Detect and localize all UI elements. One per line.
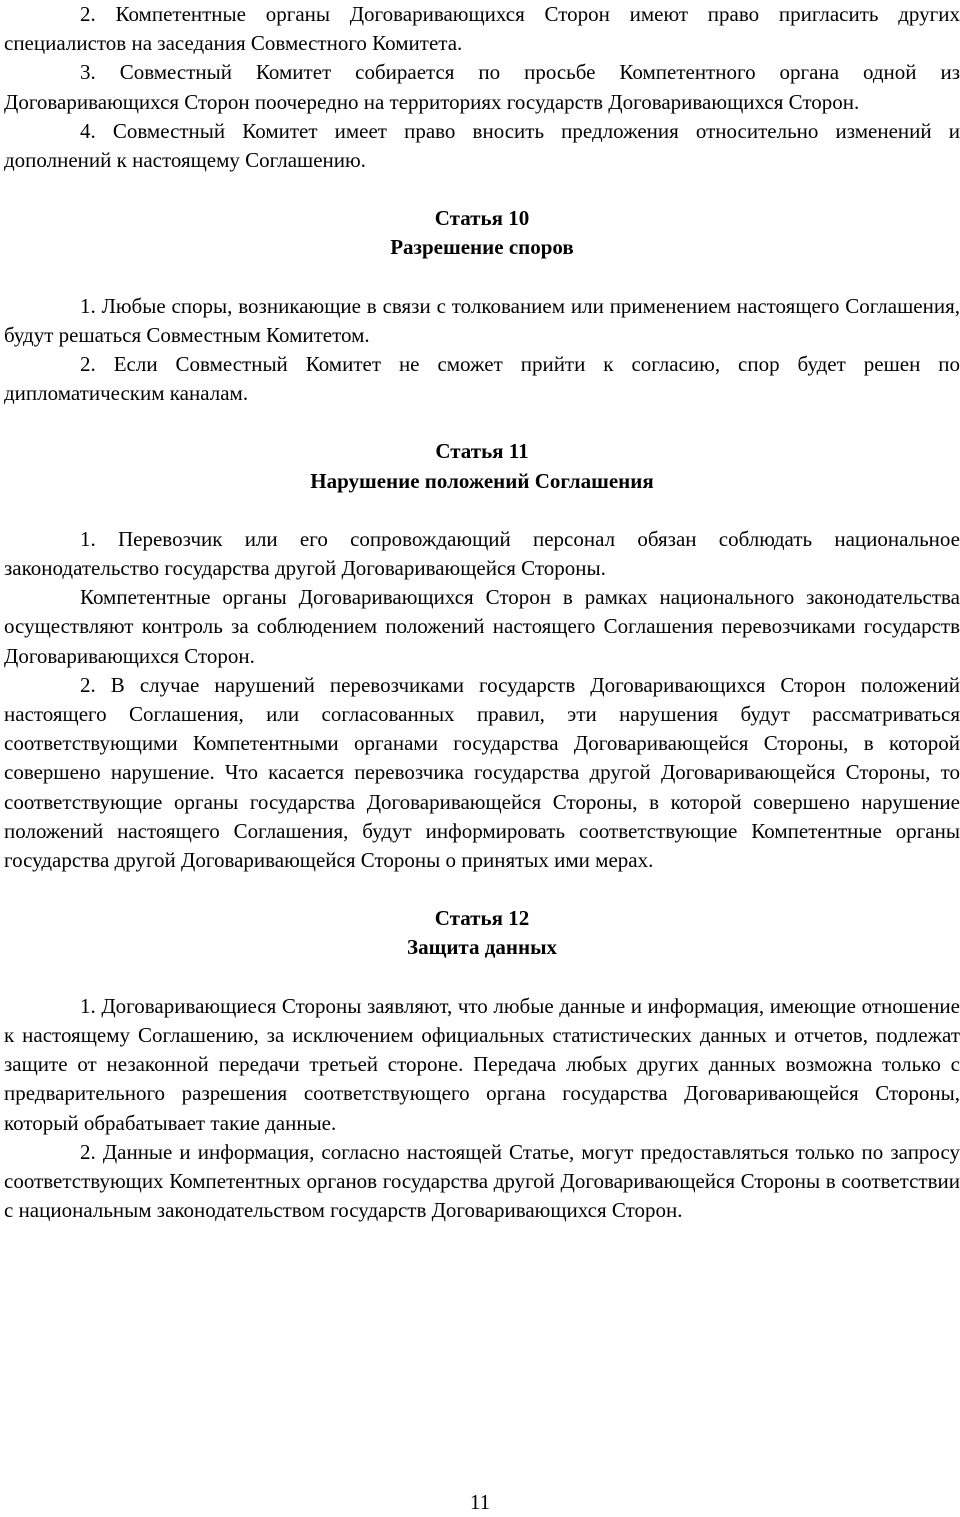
paragraph-art10-2: 2. Если Совместный Комитет не сможет прийти к согласию, спор будет решен по дипломатическим каналам. <box>4 352 960 406</box>
article-11-heading <box>4 437 960 495</box>
article-12-title: Защита данных <box>407 935 557 960</box>
document-page <box>4 0 960 1225</box>
article-11-number: Статья 11 <box>435 439 529 464</box>
paragraph-art10-1: 1. Любые споры, возникающие в связи с толкованием или применением настоящего Соглашения, будут решаться Совместным Комитетом. <box>4 293 960 347</box>
article-12-heading <box>4 904 960 962</box>
paragraph-art12-1: 1. Договаривающиеся Стороны заявляют, что любые данные и информация, имеющие отношение к настоящему Соглашению, за исключением официальных статистических данных и отчетов, подлежат защите от незаконной передачи третьей стороне. Передача любых других данных возможна только с предварительного разрешения соответствующего органа государства Договаривающейся Стороны, который обрабатывает такие данные. <box>4 993 960 1135</box>
paragraph-art11-2: 2. В случае нарушений перевозчиками государств Договаривающихся Сторон положений настоящего Соглашения, или согласованных правил, эти нарушения будут рассматриваться соответствующими Компетентными органами государства Договаривающейся Стороны, в которой совершено нарушение. Что касается перевозчика государства другой Договаривающейся Стороны, то соответствующие органы государства Договаривающейся Стороны, в которой совершено нарушение положений настоящего Соглашения, будут информировать соответствующие Компетентные органы государства другой Договаривающейся Стороны о принятых ими мерах. <box>4 672 960 873</box>
article-10-title: Разрешение споров <box>390 235 574 260</box>
paragraph-art11-1: 1. Перевозчик или его сопровождающий персонал обязан соблюдать национальное законодательство государства другой Договаривающейся Стороны. <box>4 526 960 581</box>
article-10-heading <box>4 204 960 262</box>
article-10-number: Статья 10 <box>434 206 530 231</box>
article-11-title: Нарушение положений Соглашения <box>310 468 654 493</box>
article-12-number: Статья 12 <box>434 906 530 931</box>
paragraph-art12-2: 2. Данные и информация, согласно настоящей Статье, могут предоставляться только по запросу соответствующих Компетентных органов государства другой Договаривающейся Стороны в соответствии с национальным законодательством государств Договаривающихся Сторон. <box>4 1139 960 1223</box>
page-number: 11 <box>469 1490 491 1514</box>
paragraph-art11-1b: Компетентные органы Договаривающихся Сторон в рамках национального законодательства осуществляют контроль за соблюдением положений настоящего Соглашения перевозчиками государств Договаривающихся Сторон. <box>4 585 960 668</box>
paragraph-art9-2: 2. Компетентные органы Договаривающихся Сторон имеют право пригласить других специалистов на заседания Совместного Комитета. <box>4 2 960 56</box>
paragraph-art9-3: 3. Совместный Комитет собирается по просьбе Компетентного органа одной из Договаривающихся Сторон поочередно на территориях государств Договаривающихся Сторон. <box>4 60 960 114</box>
paragraph-art9-4: 4. Совместный Комитет имеет право вносить предложения относительно изменений и дополнений к настоящему Соглашению. <box>4 118 960 173</box>
